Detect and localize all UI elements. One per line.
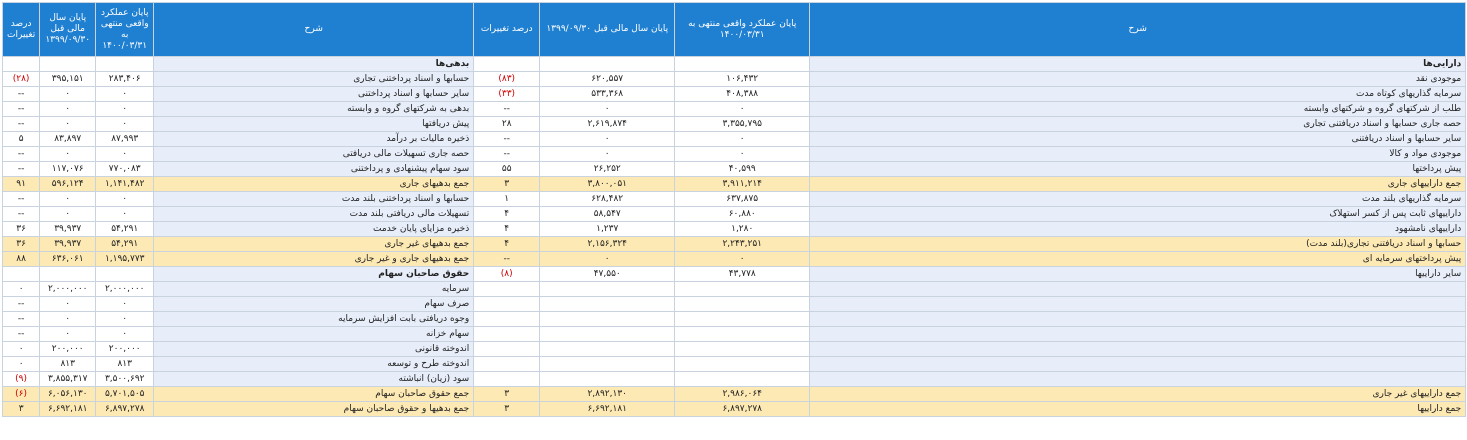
asset-desc-cell — [810, 312, 1466, 327]
asset-current-cell — [675, 357, 810, 372]
liab-current-cell — [96, 57, 154, 72]
liab-prev-cell: ۰ — [40, 207, 96, 222]
liab-current-cell: ۸۷,۹۹۳ — [96, 132, 154, 147]
table-row — [3, 282, 1466, 297]
asset-change-cell: (۸) — [474, 267, 540, 282]
liab-current-cell: ۲,۰۰۰,۰۰۰ — [96, 282, 154, 297]
liab-current-cell: ۱,۱۹۵,۷۷۳ — [96, 252, 154, 267]
header-liab-change: درصد تغییرات — [3, 3, 40, 57]
liab-prev-cell: ۰ — [40, 102, 96, 117]
asset-desc-cell — [810, 327, 1466, 342]
table-row — [3, 132, 1466, 147]
liab-change-cell: ۵ — [3, 132, 40, 147]
asset-current-cell — [675, 327, 810, 342]
asset-prev-cell — [540, 57, 675, 72]
asset-desc-cell: پیش پرداختها — [810, 162, 1466, 177]
header-asset-current: پایان عملکرد واقعی منتهی به ۱۴۰۰/۰۳/۳۱ — [675, 3, 810, 57]
liab-prev-cell: ۳۹۵,۱۵۱ — [40, 72, 96, 87]
liab-prev-cell: ۶,۶۹۲,۱۸۱ — [40, 402, 96, 417]
asset-change-cell: (۳۳) — [474, 87, 540, 102]
asset-change-cell: -- — [474, 102, 540, 117]
total-row — [3, 237, 1466, 252]
liab-current-cell: ۷۷۰,۰۸۳ — [96, 162, 154, 177]
liab-desc-cell: تسهیلات مالی دریافتی بلند مدت — [154, 207, 474, 222]
table-row — [3, 207, 1466, 222]
liab-change-cell: ۳۶ — [3, 237, 40, 252]
asset-desc-cell — [810, 282, 1466, 297]
table-row — [3, 117, 1466, 132]
asset-current-cell: ۶۳۷,۸۷۵ — [675, 192, 810, 207]
liab-change-cell: -- — [3, 297, 40, 312]
asset-change-cell — [474, 327, 540, 342]
liab-change-cell — [3, 267, 40, 282]
header-asset-change: درصد تغییرات — [474, 3, 540, 57]
table-row — [3, 72, 1466, 87]
asset-current-cell — [675, 57, 810, 72]
liab-change-cell: -- — [3, 147, 40, 162]
liab-change-cell: -- — [3, 117, 40, 132]
asset-change-cell: ۱ — [474, 192, 540, 207]
asset-prev-cell — [540, 312, 675, 327]
liab-desc-cell: حصه جاری تسهیلات مالی دریافتی — [154, 147, 474, 162]
liab-prev-cell: ۳۹,۹۳۷ — [40, 237, 96, 252]
asset-prev-cell: ۱,۲۳۷ — [540, 222, 675, 237]
liab-current-cell: ۰ — [96, 117, 154, 132]
header-liab-desc: شرح — [154, 3, 474, 57]
table-row — [3, 342, 1466, 357]
liab-prev-cell: ۲,۰۰۰,۰۰۰ — [40, 282, 96, 297]
liab-current-cell: ۵۴,۲۹۱ — [96, 222, 154, 237]
asset-current-cell — [675, 312, 810, 327]
asset-current-cell: ۰ — [675, 132, 810, 147]
liab-desc-cell: سود سهام پیشنهادی و پرداختنی — [154, 162, 474, 177]
liab-change-cell: ۰ — [3, 282, 40, 297]
asset-current-cell: ۴۰۸,۳۸۸ — [675, 87, 810, 102]
asset-change-cell: ۵۵ — [474, 162, 540, 177]
asset-current-cell: ۶,۸۹۷,۲۷۸ — [675, 402, 810, 417]
table-row — [3, 312, 1466, 327]
asset-change-cell — [474, 357, 540, 372]
liab-prev-cell: ۰ — [40, 147, 96, 162]
liab-desc-cell: پیش دریافتها — [154, 117, 474, 132]
asset-prev-cell: ۲,۱۵۶,۳۲۴ — [540, 237, 675, 252]
asset-desc-cell: سایر داراییها — [810, 267, 1466, 282]
asset-prev-cell: ۲۶,۲۵۲ — [540, 162, 675, 177]
liab-prev-cell — [40, 57, 96, 72]
asset-prev-cell — [540, 372, 675, 387]
liab-current-cell: ۰ — [96, 207, 154, 222]
asset-current-cell — [675, 297, 810, 312]
asset-current-cell: ۰ — [675, 252, 810, 267]
liab-current-cell: ۰ — [96, 192, 154, 207]
liab-current-cell: ۱,۱۴۱,۴۸۲ — [96, 177, 154, 192]
liab-desc-cell: سود (زیان) انباشته — [154, 372, 474, 387]
liab-prev-cell: ۲۰۰,۰۰۰ — [40, 342, 96, 357]
table-row — [3, 57, 1466, 72]
liab-prev-cell: ۰ — [40, 327, 96, 342]
total-row — [3, 252, 1466, 267]
liab-prev-cell: ۳۹,۹۳۷ — [40, 222, 96, 237]
liab-change-cell: (۶) — [3, 387, 40, 402]
asset-current-cell: ۰ — [675, 147, 810, 162]
asset-change-cell: -- — [474, 252, 540, 267]
asset-change-cell — [474, 312, 540, 327]
asset-change-cell — [474, 372, 540, 387]
liab-current-cell: ۸۱۳ — [96, 357, 154, 372]
asset-prev-cell: ۳,۸۰۰,۰۵۱ — [540, 177, 675, 192]
asset-current-cell: ۱,۲۸۰ — [675, 222, 810, 237]
asset-change-cell: ۳ — [474, 402, 540, 417]
liab-prev-cell: ۰ — [40, 192, 96, 207]
liab-change-cell: -- — [3, 102, 40, 117]
asset-change-cell — [474, 57, 540, 72]
asset-prev-cell: ۶,۶۹۲,۱۸۱ — [540, 402, 675, 417]
asset-current-cell: ۶۰,۸۸۰ — [675, 207, 810, 222]
asset-desc-cell — [810, 372, 1466, 387]
liab-prev-cell — [40, 267, 96, 282]
liab-change-cell: -- — [3, 312, 40, 327]
asset-change-cell: -- — [474, 147, 540, 162]
liab-desc-cell: سهام خزانه — [154, 327, 474, 342]
asset-change-cell: ۴ — [474, 207, 540, 222]
liab-desc-cell: جمع بدهیهای غیر جاری — [154, 237, 474, 252]
liab-desc-cell: حسابها و اسناد پرداختنی تجاری — [154, 72, 474, 87]
asset-prev-cell: ۰ — [540, 102, 675, 117]
liab-current-cell: ۰ — [96, 327, 154, 342]
asset-current-cell: ۲,۲۴۳,۲۵۱ — [675, 237, 810, 252]
liab-change-cell: -- — [3, 87, 40, 102]
liab-change-cell: (۹) — [3, 372, 40, 387]
liab-desc-cell: وجوه دریافتی بابت افزایش سرمایه — [154, 312, 474, 327]
asset-change-cell: ۳ — [474, 177, 540, 192]
liab-current-cell — [96, 267, 154, 282]
asset-desc-cell: موجودی مواد و کالا — [810, 147, 1466, 162]
asset-prev-cell: ۰ — [540, 147, 675, 162]
liab-prev-cell: ۰ — [40, 87, 96, 102]
liab-desc-cell: اندوخته قانونی — [154, 342, 474, 357]
liab-prev-cell: ۶,۰۵۶,۱۳۰ — [40, 387, 96, 402]
asset-desc-cell: پیش پرداختهای سرمایه ای — [810, 252, 1466, 267]
asset-desc-cell: سرمایه گذاریهای کوتاه مدت — [810, 87, 1466, 102]
total-row — [3, 387, 1466, 402]
liab-change-cell: -- — [3, 192, 40, 207]
asset-change-cell: (۸۳) — [474, 72, 540, 87]
liab-change-cell: ۳ — [3, 402, 40, 417]
asset-desc-cell — [810, 297, 1466, 312]
asset-prev-cell: ۶۲۰,۵۵۷ — [540, 72, 675, 87]
balance-sheet-table — [2, 2, 1466, 417]
asset-desc-cell: دارایی‌ها — [810, 57, 1466, 72]
liab-current-cell: ۰ — [96, 297, 154, 312]
asset-desc-cell: موجودی نقد — [810, 72, 1466, 87]
asset-change-cell: ۴ — [474, 222, 540, 237]
asset-desc-cell: حسابها و اسناد دریافتنی تجاری(بلند مدت) — [810, 237, 1466, 252]
liab-current-cell: ۰ — [96, 147, 154, 162]
liab-current-cell: ۶,۸۹۷,۲۷۸ — [96, 402, 154, 417]
liab-current-cell: ۵۴,۲۹۱ — [96, 237, 154, 252]
asset-current-cell — [675, 342, 810, 357]
asset-current-cell: ۴۰,۵۹۹ — [675, 162, 810, 177]
liab-desc-cell: جمع بدهیهای جاری و غیر جاری — [154, 252, 474, 267]
asset-prev-cell — [540, 327, 675, 342]
table-row — [3, 147, 1466, 162]
total-row — [3, 177, 1466, 192]
header-liab-current: پایان عملکرد واقعی منتهی به ۱۴۰۰/۰۳/۳۱ — [96, 3, 154, 57]
asset-desc-cell: جمع داراییها — [810, 402, 1466, 417]
table-row — [3, 357, 1466, 372]
table-row — [3, 87, 1466, 102]
asset-prev-cell: ۶۲۸,۴۸۲ — [540, 192, 675, 207]
liab-desc-cell: جمع بدهیها و حقوق صاحبان سهام — [154, 402, 474, 417]
table-row — [3, 102, 1466, 117]
asset-prev-cell: ۵۳۳,۳۶۸ — [540, 87, 675, 102]
asset-prev-cell — [540, 342, 675, 357]
liab-prev-cell: ۸۱۳ — [40, 357, 96, 372]
asset-desc-cell: سایر حسابها و اسناد دریافتنی — [810, 132, 1466, 147]
liab-current-cell: ۳,۵۰۰,۶۹۲ — [96, 372, 154, 387]
liab-change-cell: ۹۱ — [3, 177, 40, 192]
asset-current-cell: ۳,۹۱۱,۲۱۴ — [675, 177, 810, 192]
asset-change-cell — [474, 297, 540, 312]
liab-prev-cell: ۰ — [40, 297, 96, 312]
asset-prev-cell: ۲,۶۱۹,۸۷۴ — [540, 117, 675, 132]
asset-current-cell: ۱۰۶,۴۳۲ — [675, 72, 810, 87]
liab-change-cell: ۳۶ — [3, 222, 40, 237]
liab-desc-cell: ذخیره مزایای پایان خدمت — [154, 222, 474, 237]
liab-desc-cell: اندوخته طرح و توسعه — [154, 357, 474, 372]
liab-desc-cell: بدهی به شرکتهای گروه و وابسته — [154, 102, 474, 117]
asset-current-cell: ۲,۹۸۶,۰۶۴ — [675, 387, 810, 402]
liab-desc-cell: سرمایه — [154, 282, 474, 297]
table-row — [3, 297, 1466, 312]
liab-current-cell: ۵,۷۰۱,۵۰۵ — [96, 387, 154, 402]
asset-change-cell — [474, 282, 540, 297]
liab-change-cell: ۰ — [3, 357, 40, 372]
asset-prev-cell: ۲,۸۹۲,۱۳۰ — [540, 387, 675, 402]
header-row — [3, 3, 1466, 57]
liab-change-cell: ۰ — [3, 342, 40, 357]
asset-desc-cell — [810, 357, 1466, 372]
table-row — [3, 162, 1466, 177]
asset-current-cell — [675, 282, 810, 297]
liab-desc-cell: جمع حقوق صاحبان سهام — [154, 387, 474, 402]
asset-desc-cell — [810, 342, 1466, 357]
liab-desc-cell: حقوق صاحبان سهام — [154, 267, 474, 282]
asset-current-cell: ۳,۳۵۵,۷۹۵ — [675, 117, 810, 132]
table-row — [3, 192, 1466, 207]
asset-desc-cell: حصه جاری حسابها و اسناد دریافتنی تجاری — [810, 117, 1466, 132]
liab-current-cell: ۰ — [96, 102, 154, 117]
asset-desc-cell: جمع داراییهای غیر جاری — [810, 387, 1466, 402]
asset-desc-cell: داراییهای ثابت پس از کسر استهلاک — [810, 207, 1466, 222]
liab-prev-cell: ۳,۸۵۵,۳۱۷ — [40, 372, 96, 387]
asset-change-cell: ۳ — [474, 387, 540, 402]
asset-current-cell: ۰ — [675, 102, 810, 117]
liab-change-cell: (۲۸) — [3, 72, 40, 87]
asset-prev-cell: ۵۸,۵۴۷ — [540, 207, 675, 222]
asset-prev-cell: ۴۷,۵۵۰ — [540, 267, 675, 282]
liab-prev-cell: ۵۹۶,۱۲۴ — [40, 177, 96, 192]
table-row — [3, 267, 1466, 282]
liab-desc-cell: صرف سهام — [154, 297, 474, 312]
asset-desc-cell: طلب از شرکتهای گروه و شرکتهای وابسته — [810, 102, 1466, 117]
liab-prev-cell: ۸۳,۸۹۷ — [40, 132, 96, 147]
liab-current-cell: ۲۸۳,۴۰۶ — [96, 72, 154, 87]
liab-current-cell: ۰ — [96, 312, 154, 327]
liab-desc-cell: سایر حسابها و اسناد پرداختنی — [154, 87, 474, 102]
liab-current-cell: ۰ — [96, 87, 154, 102]
liab-change-cell — [3, 57, 40, 72]
table-row — [3, 222, 1466, 237]
liab-change-cell: -- — [3, 327, 40, 342]
asset-prev-cell: ۰ — [540, 132, 675, 147]
asset-prev-cell — [540, 357, 675, 372]
liab-prev-cell: ۰ — [40, 312, 96, 327]
asset-change-cell: ۲۸ — [474, 117, 540, 132]
liab-current-cell: ۲۰۰,۰۰۰ — [96, 342, 154, 357]
asset-prev-cell — [540, 297, 675, 312]
asset-current-cell: ۴۳,۷۷۸ — [675, 267, 810, 282]
liab-desc-cell: جمع بدهیهای جاری — [154, 177, 474, 192]
liab-change-cell: -- — [3, 207, 40, 222]
liab-change-cell: -- — [3, 162, 40, 177]
asset-desc-cell: جمع داراییهای جاری — [810, 177, 1466, 192]
header-asset-prev: پایان سال مالی قبل ۱۳۹۹/۰۹/۳۰ — [540, 3, 675, 57]
liab-desc-cell: ذخیره مالیات بر درآمد — [154, 132, 474, 147]
liab-prev-cell: ۱۱۷,۰۷۶ — [40, 162, 96, 177]
asset-change-cell — [474, 342, 540, 357]
liab-desc-cell: بدهی‌ها — [154, 57, 474, 72]
liab-change-cell: ۸۸ — [3, 252, 40, 267]
asset-desc-cell: سرمایه گذاریهای بلند مدت — [810, 192, 1466, 207]
asset-prev-cell — [540, 282, 675, 297]
asset-change-cell: ۴ — [474, 237, 540, 252]
total-row — [3, 402, 1466, 417]
header-asset-desc: شرح — [810, 3, 1466, 57]
table-row — [3, 327, 1466, 342]
liab-prev-cell: ۰ — [40, 117, 96, 132]
asset-current-cell — [675, 372, 810, 387]
table-row — [3, 372, 1466, 387]
header-liab-prev: پایان سال مالی قبل ۱۳۹۹/۰۹/۳۰ — [40, 3, 96, 57]
asset-prev-cell: ۰ — [540, 252, 675, 267]
liab-desc-cell: حسابها و اسناد پرداختنی بلند مدت — [154, 192, 474, 207]
liab-prev-cell: ۶۳۶,۰۶۱ — [40, 252, 96, 267]
asset-change-cell: -- — [474, 132, 540, 147]
asset-desc-cell: داراییهای نامشهود — [810, 222, 1466, 237]
